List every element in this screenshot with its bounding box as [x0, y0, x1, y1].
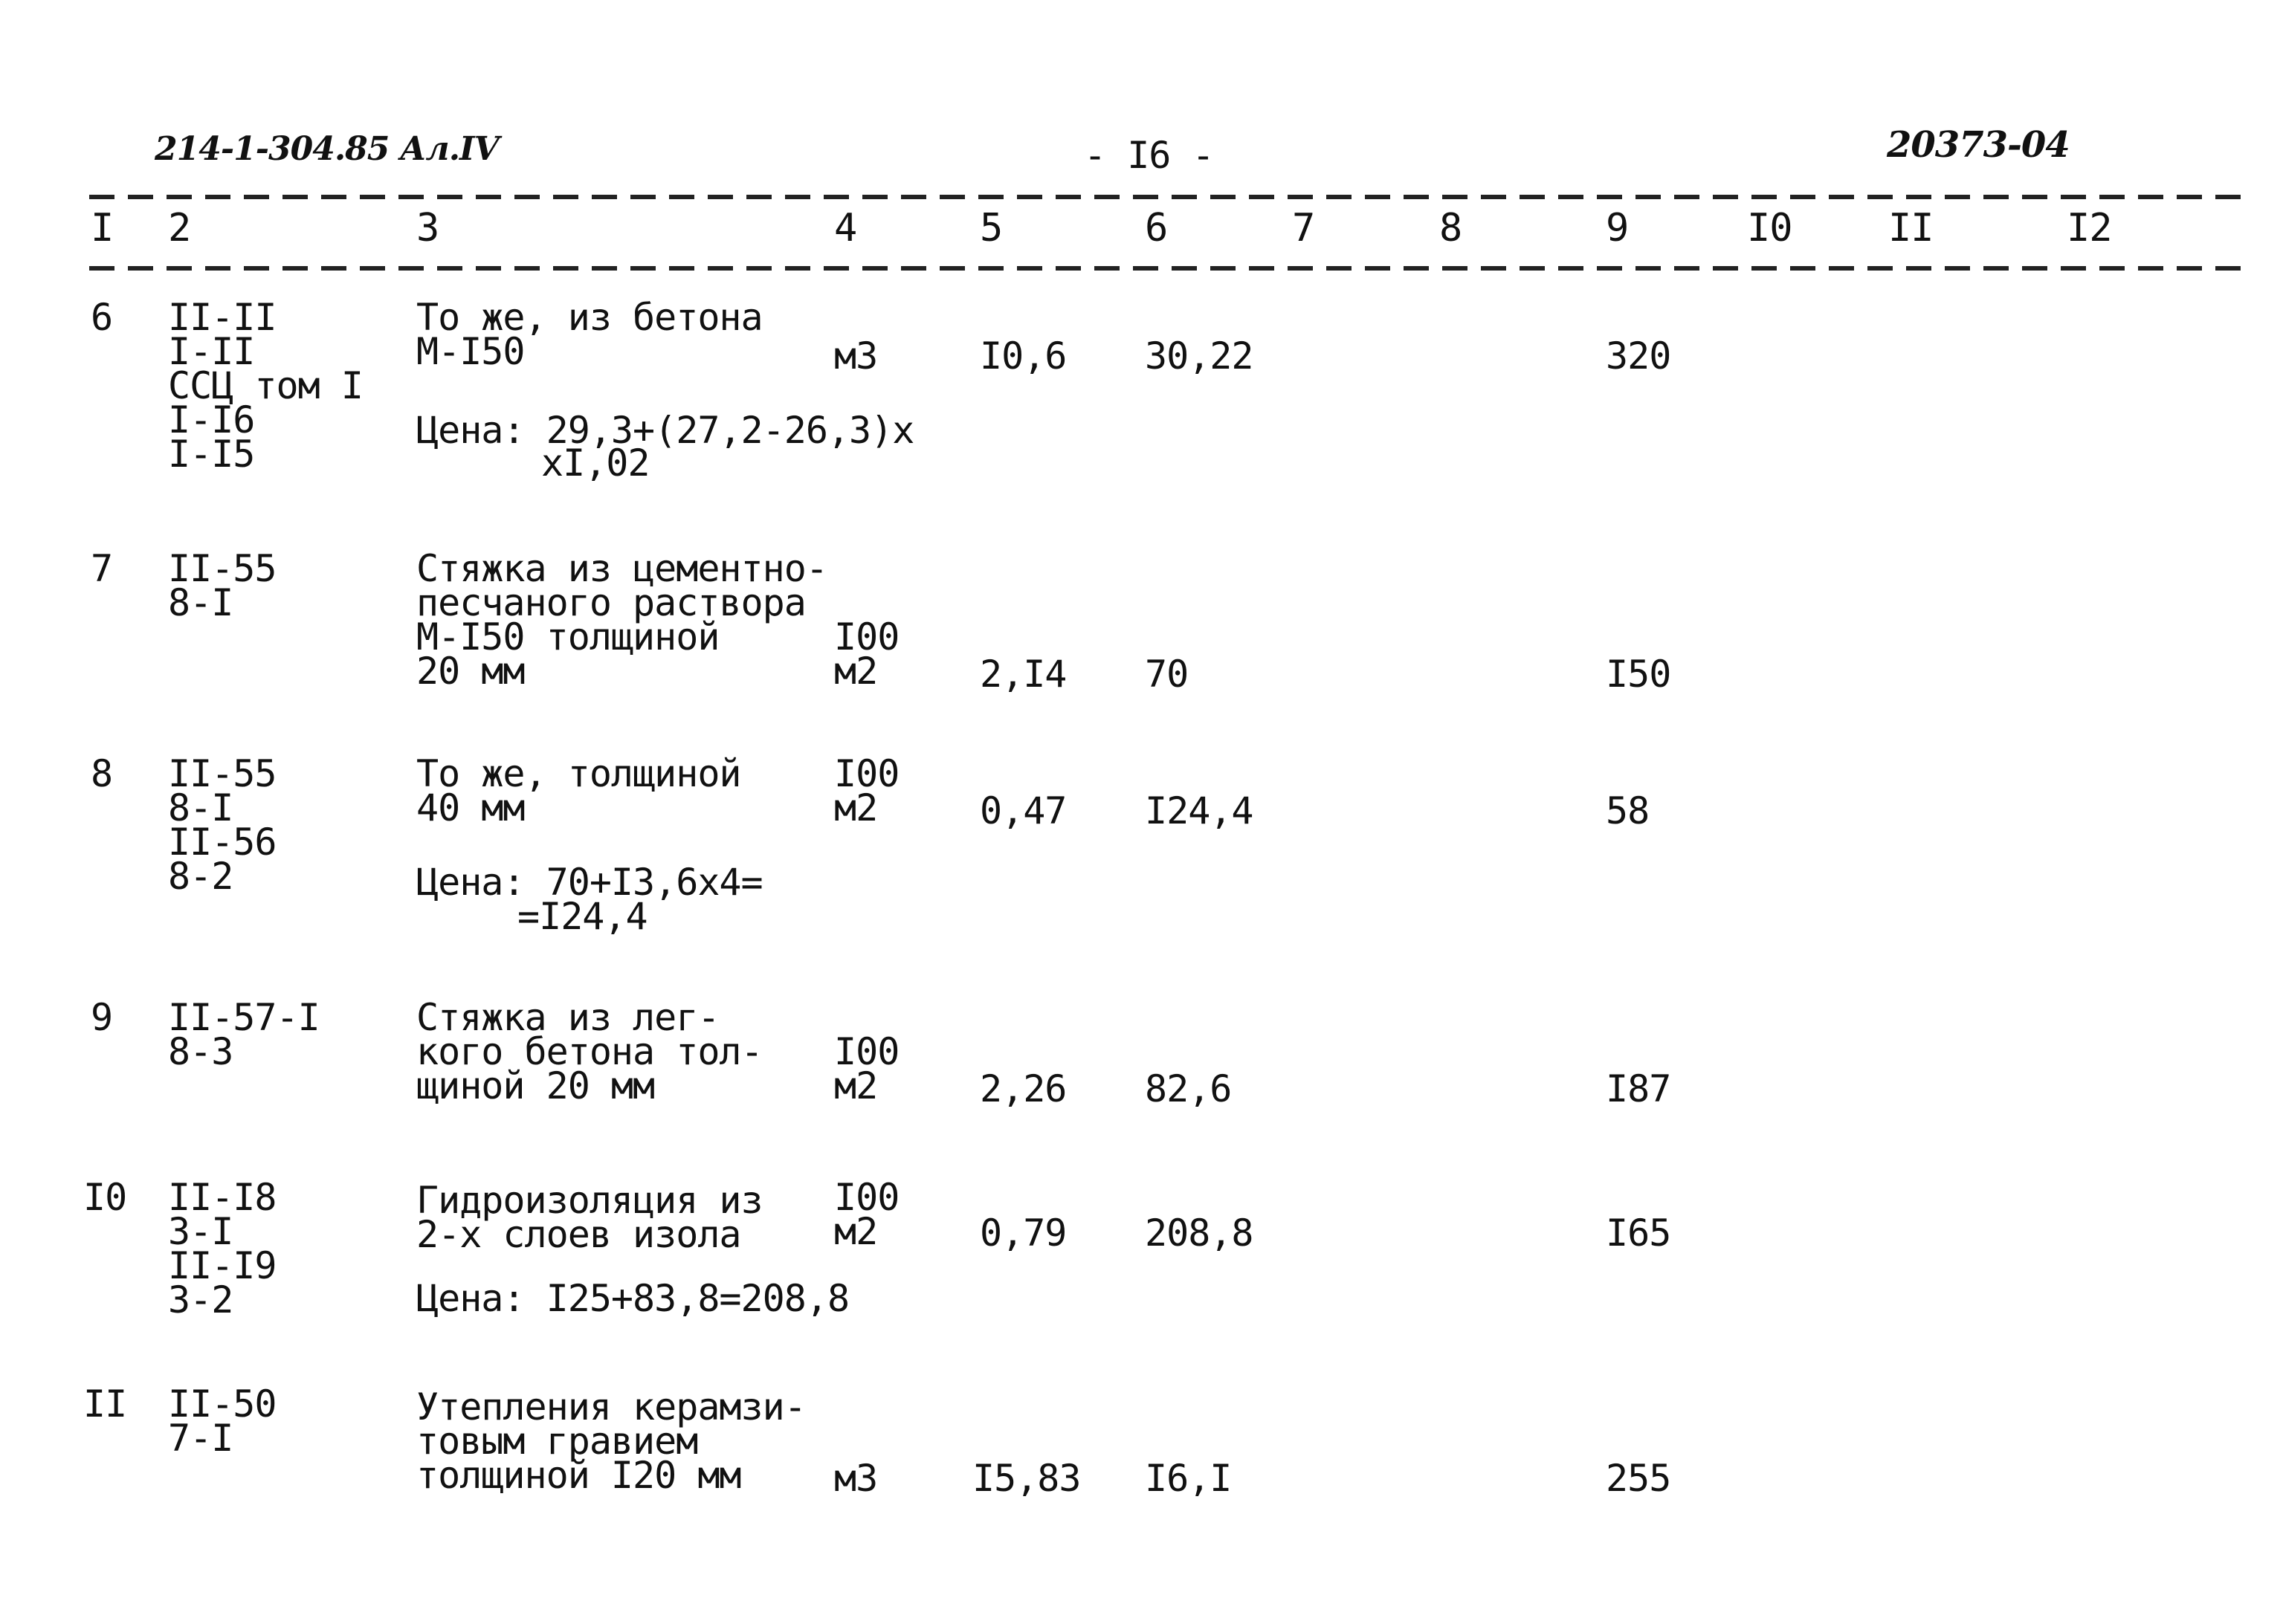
code-line: 8-I: [168, 581, 233, 624]
column-header: 6: [1145, 206, 1168, 250]
description-line: То же, толщиной: [416, 752, 741, 795]
description-line: песчаного раствора: [416, 581, 806, 624]
quantity: 2,26: [980, 1067, 1067, 1110]
code-line: II-I8: [168, 1176, 277, 1219]
code-line: I-I5: [168, 433, 255, 476]
description-line: Утепления керамзи-: [416, 1385, 806, 1429]
description-line: толщиной I20 мм: [416, 1454, 741, 1497]
row-number: II: [83, 1382, 127, 1426]
unit-price: 82,6: [1145, 1067, 1232, 1110]
description-line: М-I50 толщиной: [416, 615, 720, 659]
unit: м3: [834, 334, 878, 378]
code-line: II-50: [168, 1382, 277, 1426]
total: 255: [1606, 1457, 1671, 1500]
unit: I00: [834, 615, 900, 659]
unit-price: 70: [1145, 653, 1189, 696]
code-line: I-I6: [168, 398, 255, 441]
description-line: щиной 20 мм: [416, 1064, 655, 1107]
code-line: II-II: [168, 296, 277, 339]
unit: I00: [834, 1030, 900, 1073]
unit: I00: [834, 1176, 900, 1219]
quantity: 0,47: [980, 789, 1067, 832]
unit-price: I24,4: [1145, 789, 1253, 832]
price-note: =I24,4: [517, 895, 648, 938]
description-line: 20 мм: [416, 650, 525, 693]
header-bottom-rule: [89, 266, 2253, 271]
unit: м2: [834, 1064, 878, 1107]
code-line: ССЦ том I: [168, 364, 363, 407]
row-number: 7: [91, 547, 113, 590]
total: I87: [1606, 1067, 1671, 1110]
unit: м2: [834, 650, 878, 693]
sheet-code: 20373-04: [1887, 124, 2070, 166]
row-number: 9: [91, 996, 113, 1039]
code-line: II-56: [168, 821, 277, 864]
column-header: I2: [2067, 206, 2112, 250]
code-line: 3-2: [168, 1278, 233, 1321]
unit: I00: [834, 752, 900, 795]
unit: м3: [834, 1457, 878, 1500]
code-line: 7-I: [168, 1417, 233, 1460]
column-header: II: [1888, 206, 1934, 250]
column-header: 4: [834, 206, 857, 250]
row-number: 8: [91, 752, 113, 795]
code-line: 8-I: [168, 786, 233, 829]
code-line: II-I9: [168, 1244, 277, 1287]
quantity: 2,I4: [980, 653, 1067, 696]
code-line: II-55: [168, 752, 277, 795]
column-header: 5: [980, 206, 1003, 250]
document-code: 214-1-304.85 Ал.IV: [155, 130, 499, 168]
column-header: 8: [1439, 206, 1462, 250]
row-number: I0: [83, 1176, 127, 1219]
page-number: - I6 -: [1084, 134, 1214, 177]
total: I65: [1606, 1211, 1671, 1255]
header-top-rule: [89, 195, 2253, 199]
description-line: М-I50: [416, 330, 525, 373]
unit-price: 30,22: [1145, 334, 1253, 378]
unit-price: 208,8: [1145, 1211, 1253, 1255]
column-header: 9: [1606, 206, 1629, 250]
quantity: I0,6: [980, 334, 1067, 378]
row-number: 6: [91, 296, 113, 339]
price-note: Цена: 29,3+(27,2-26,3)х: [416, 409, 914, 452]
quantity: I5,83: [972, 1457, 1081, 1500]
quantity: 0,79: [980, 1211, 1067, 1255]
code-line: II-57-I: [168, 996, 320, 1039]
unit-price: I6,I: [1145, 1457, 1232, 1500]
code-line: 3-I: [168, 1210, 233, 1253]
description-line: 2-х слоев изола: [416, 1213, 741, 1256]
description-line: То же, из бетона: [416, 296, 763, 339]
price-note: хI,02: [541, 441, 650, 485]
description-line: товым гравием: [416, 1420, 698, 1463]
description-line: кого бетона тол-: [416, 1030, 763, 1073]
column-header: 2: [168, 206, 191, 250]
price-note: Цена: I25+83,8=208,8: [416, 1277, 850, 1320]
total: 58: [1606, 789, 1650, 832]
code-line: 8-2: [168, 855, 233, 898]
unit: м2: [834, 786, 878, 829]
description-line: Гидроизоляция из: [416, 1179, 763, 1222]
column-header: 7: [1292, 206, 1315, 250]
price-note: Цена: 70+I3,6х4=: [416, 861, 763, 904]
code-line: II-55: [168, 547, 277, 590]
unit: м2: [834, 1210, 878, 1253]
total: I50: [1606, 653, 1671, 696]
column-header: I: [91, 206, 114, 250]
code-line: 8-3: [168, 1030, 233, 1073]
code-line: I-II: [168, 330, 255, 373]
column-header: I0: [1747, 206, 1792, 250]
description-line: Стяжка из лег-: [416, 996, 720, 1039]
column-header: 3: [416, 206, 439, 250]
total: 320: [1606, 334, 1671, 378]
description-line: Стяжка из цементно-: [416, 547, 827, 590]
description-line: 40 мм: [416, 786, 525, 829]
